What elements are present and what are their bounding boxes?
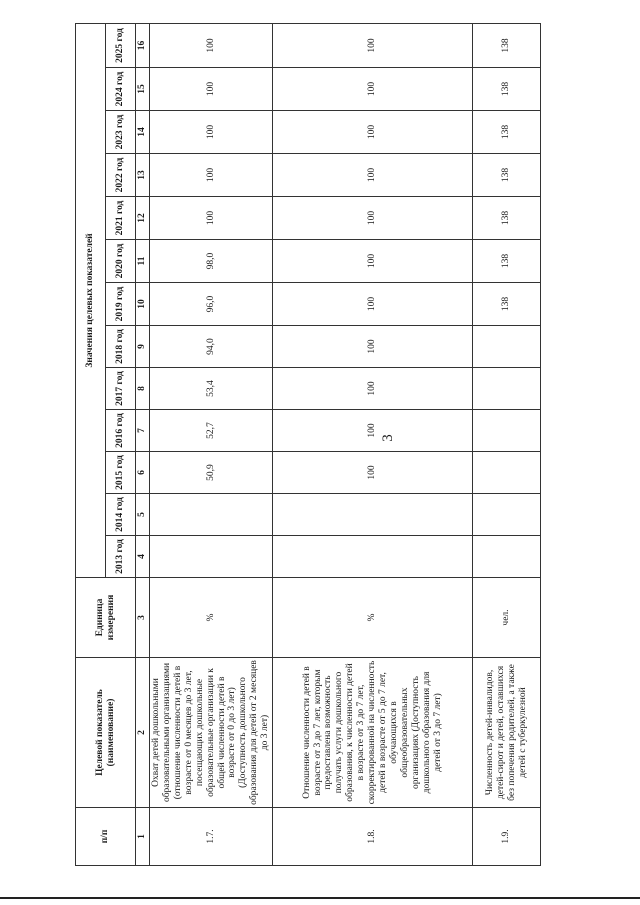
row-value: 100 (150, 68, 273, 111)
row-value: 138 (473, 283, 541, 326)
row-unit: % (273, 578, 473, 658)
header-unit: Единица измерения (76, 578, 136, 658)
year-header: 2025 год (106, 24, 136, 68)
year-index: 11 (136, 240, 150, 283)
row-value: 96,0 (150, 283, 273, 326)
row-value: 100 (150, 111, 273, 154)
index-num: 1 (136, 808, 150, 866)
year-header: 2017 год (106, 368, 136, 410)
year-header: 2020 год (106, 240, 136, 283)
index-row (136, 24, 150, 866)
year-header: 2014 год (106, 494, 136, 536)
row-num: 1.9. (473, 808, 541, 866)
row-num: 1.8. (273, 808, 473, 866)
header-indicator: Целевой показатель (наименование) (76, 658, 136, 808)
year-header: 2021 год (106, 197, 136, 240)
index-indicator: 2 (136, 658, 150, 808)
row-value: 100 (273, 24, 473, 68)
year-header: 2015 год (106, 452, 136, 494)
year-header: 2013 год (106, 536, 136, 578)
row-value: 100 (273, 410, 473, 452)
footer-rule (0, 897, 640, 899)
table-row (150, 24, 273, 866)
year-header: 2016 год (106, 410, 136, 452)
row-value: 138 (473, 154, 541, 197)
row-value: 52,7 (150, 410, 273, 452)
year-index: 12 (136, 197, 150, 240)
year-index: 15 (136, 68, 150, 111)
row-value: 100 (273, 154, 473, 197)
row-value: 98,0 (150, 240, 273, 283)
row-value: 138 (473, 24, 541, 68)
row-indicator: Численность детей-инвалидов, детей-сирот и детей, оставшихся без попечения родителей, а также детей с туберкулезной (473, 658, 541, 808)
table-row (473, 24, 541, 866)
row-unit: % (150, 578, 273, 658)
row-value: 100 (273, 368, 473, 410)
year-index: 6 (136, 452, 150, 494)
row-value (473, 494, 541, 536)
row-num: 1.7. (150, 808, 273, 866)
row-indicator: Охват детей дошкольными образовательными организациями (отношение численности детей в возрасте от 0 месяцев до 3 лет, посещающих дошкольные образовательные организации к общей численности детей в возрасте от 0 до 3 лет) (Доступность дошкольного образования для детей от 2 месяцев до 3 лет) (150, 658, 273, 808)
row-value (473, 326, 541, 368)
row-value (473, 410, 541, 452)
row-value: 94,0 (150, 326, 273, 368)
header-num: п/п (76, 808, 136, 866)
row-value (473, 452, 541, 494)
year-index: 13 (136, 154, 150, 197)
row-value: 100 (273, 283, 473, 326)
row-indicator: Отношение численности детей в возрасте от 3 до 7 лет, которым предоставлена возможность получать услуги дошкольного образования, к численности детей в возрасте от 3 до 7 лет, скорректированной на численность детей в возрасте от 5 до 7 лет, обучающихся в общеобразовательных организациях (Доступность дошкольного образования для детей от 3 до 7 лет) (273, 658, 473, 808)
row-value: 100 (273, 197, 473, 240)
row-value: 100 (150, 154, 273, 197)
year-header: 2018 год (106, 326, 136, 368)
row-value: 100 (273, 326, 473, 368)
row-value (150, 536, 273, 578)
row-value: 100 (150, 24, 273, 68)
row-value: 138 (473, 240, 541, 283)
year-header: 2023 год (106, 111, 136, 154)
year-header: 2022 год (106, 154, 136, 197)
year-header: 2019 год (106, 283, 136, 326)
year-index: 16 (136, 24, 150, 68)
year-index: 5 (136, 494, 150, 536)
row-value (473, 368, 541, 410)
row-value: 50,9 (150, 452, 273, 494)
row-value (273, 494, 473, 536)
year-index: 10 (136, 283, 150, 326)
row-value: 100 (273, 452, 473, 494)
table-row (273, 24, 473, 866)
row-value: 138 (473, 197, 541, 240)
year-index: 7 (136, 410, 150, 452)
row-value: 100 (273, 240, 473, 283)
header-values-group: Значения целевых показателей (76, 24, 106, 578)
year-index: 9 (136, 326, 150, 368)
target-indicators-table (75, 23, 541, 866)
row-value: 53,4 (150, 368, 273, 410)
year-header: 2024 год (106, 68, 136, 111)
row-value: 100 (150, 197, 273, 240)
index-unit: 3 (136, 578, 150, 658)
row-value: 100 (273, 68, 473, 111)
year-index: 8 (136, 368, 150, 410)
row-value: 138 (473, 111, 541, 154)
row-value: 100 (273, 111, 473, 154)
year-index: 14 (136, 111, 150, 154)
page-number: 3 (380, 434, 396, 442)
rotated-table-wrapper (75, 24, 535, 866)
row-value: 138 (473, 68, 541, 111)
year-index: 4 (136, 536, 150, 578)
row-value (150, 494, 273, 536)
row-unit: чел. (473, 578, 541, 658)
row-value (273, 536, 473, 578)
row-value (473, 536, 541, 578)
